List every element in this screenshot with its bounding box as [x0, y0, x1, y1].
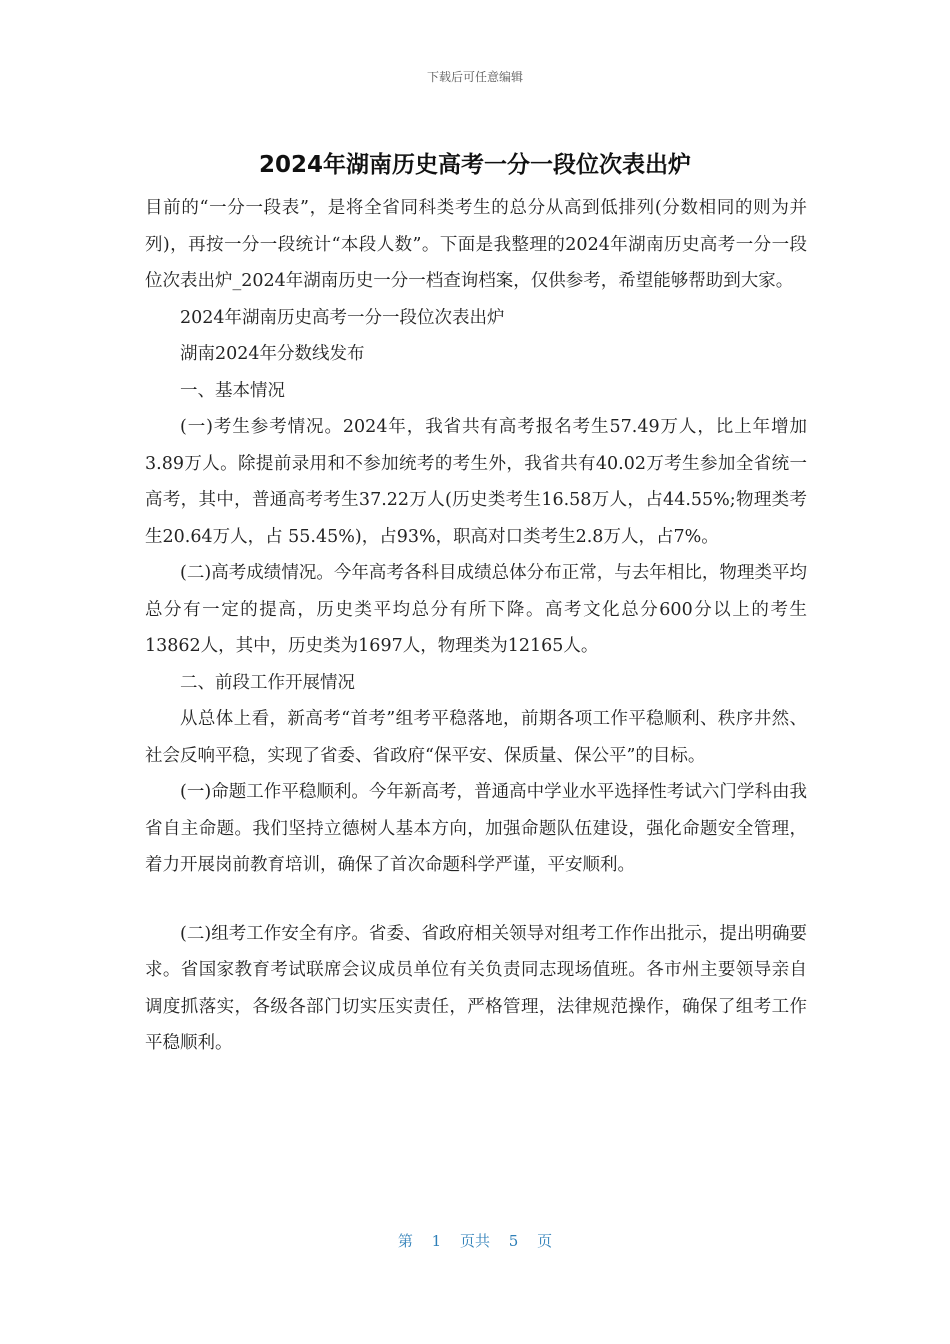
document-title: 2024年湖南历史高考一分一段位次表出炉: [258, 152, 691, 178]
page-footer: 第 1 页共 5 页: [397, 1232, 553, 1250]
section-heading: 二、前段工作开展情况: [180, 672, 355, 693]
subtitle-paragraph: 2024年湖南历史高考一分一段位次表出炉: [180, 307, 505, 328]
body-paragraph: 从总体上看，新高考“首考”组考平稳落地，前期各项工作平稳顺利、秩序井然、社会反响平稳，实现了省委、省政府“保平安、保质量、保公平”的目标。: [145, 709, 807, 766]
body-paragraph: (一)命题工作平稳顺利。今年新高考，普通高中学业水平选择性考试六门学科由我省自主命题。我们坚持立德树人基本方向，加强命题队伍建设，强化命题安全管理，着力开展岗前教育培训，确保了首次命题科学严谨，平安顺利。: [145, 782, 807, 875]
document-body: [145, 190, 807, 1062]
body-paragraph: (二)高考成绩情况。今年高考各科目成绩总体分布正常，与去年相比，物理类平均总分有一定的提高，历史类平均总分有所下降。高考文化总分600分以上的考生13862人，其中，历史类为1697人，物理类为12165人。: [145, 563, 807, 656]
body-paragraph: (二)组考工作安全有序。省委、省政府相关领导对组考工作作出批示，提出明确要求。省国家教育考试联席会议成员单位有关负责同志现场值班。各市州主要领导亲自调度抓落实，各级各部门切实压实责任，严格管理，法律规范操作，确保了组考工作平稳顺利。: [145, 923, 807, 1053]
intro-paragraph: 目前的“一分一段表”，是将全省同科类考生的总分从高到低排列(分数相同的则为并列)，再按一分一段统计“本段人数”。下面是我整理的2024年湖南历史高考一分一段位次表出炉_2024年湖南历史一分一档查询档案，仅供参考，希望能够帮助到大家。: [145, 198, 807, 291]
body-paragraph: (一)考生参考情况。2024年，我省共有高考报名考生57.49万人，比上年增加3.89万人。除提前录用和不参加统考的考生外，我省共有40.02万考生参加全省统一高考，其中，普通高考考生37.22万人(历史类考生16.58万人，占44.55%;物理类考生20.64万人，占 55.45%)，占93%，职高对口类考生2.8万人，占7%。: [145, 417, 807, 547]
header-note: 下载后可任意编辑: [426, 70, 523, 84]
subtitle-paragraph: 湖南2024年分数线发布: [180, 344, 365, 364]
section-heading: 一、基本情况: [180, 380, 285, 401]
